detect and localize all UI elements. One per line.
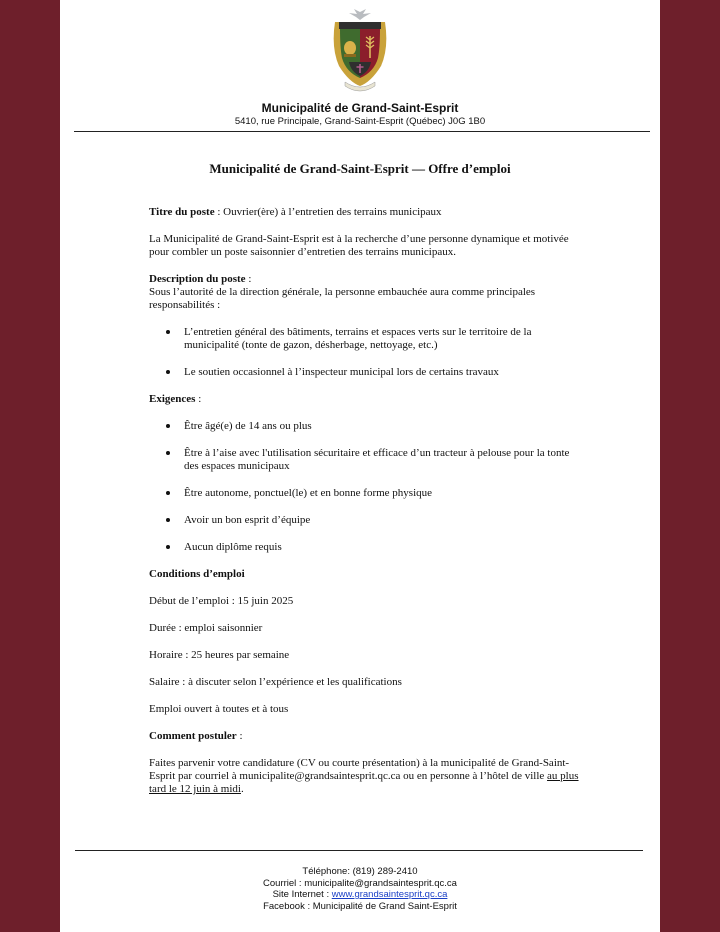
page-title: Municipalité de Grand-Saint-Esprit — Offre d’emploi (209, 161, 511, 176)
apply-deadline: au plus tard le 12 juin à midi (149, 770, 579, 795)
municipality-name: Municipalité de Grand-Saint-Esprit (261, 101, 459, 115)
conditions-heading-line (149, 568, 581, 581)
description-heading: Description du poste (149, 273, 246, 285)
requirements-list (149, 420, 581, 554)
footer-divider (75, 850, 643, 851)
requirements-heading-line: Exigences : (149, 393, 202, 405)
list-item: Le soutien occasionnel à l’inspecteur municipal lors de certains travaux (149, 366, 581, 379)
municipal-crest-icon (321, 8, 399, 94)
condition-item: Emploi ouvert à toutes et à tous (149, 703, 289, 715)
description-section: Description du poste : Sous l’autorité de la direction générale, la personne embauchée aura comme principales responsabilités : (149, 273, 581, 312)
footer-phone: Téléphone: (819) 289-2410 (302, 866, 418, 877)
apply-paragraph: Faites parvenir votre candidature (CV ou courte présentation) à la municipalité de Grand-Saint-Esprit par courriel à municipalite@grandsaintesprit.qc.ca ou en personne à l’hôtel de ville au plus tard le 12 juin à midi. (149, 757, 579, 795)
intro-paragraph: La Municipalité de Grand-Saint-Esprit est à la recherche d’une personne dynamique et motivée pour combler un poste saisonnier d’entretien des terrains municipaux. (149, 233, 569, 258)
description-list (149, 326, 581, 379)
apply-heading-line: Comment postuler : (149, 730, 243, 742)
job-title-line: Titre du poste : Ouvrier(ère) à l’entretien des terrains municipaux (149, 206, 442, 218)
condition-item: Horaire : 25 heures par semaine (149, 649, 290, 661)
job-title-label: Titre du poste (149, 206, 215, 218)
footer-facebook: Facebook : Municipalité de Grand Saint-Esprit (263, 900, 457, 912)
document-page (60, 0, 660, 932)
list-item: Être à l’aise avec l'utilisation sécuritaire et efficace d’un tracteur à pelouse pour la tonte des espaces municipaux (149, 447, 581, 473)
description-text: Sous l’autorité de la direction générale, la personne embauchée aura comme principales responsabilités : (149, 286, 536, 311)
list-item: Être âgé(e) de 14 ans ou plus (149, 420, 581, 433)
condition-item: Salaire : à discuter selon l’expérience et les qualifications (149, 676, 402, 688)
list-item: Aucun diplôme requis (149, 541, 581, 554)
job-title-value: Ouvrier(ère) à l’entretien des terrains municipaux (223, 206, 442, 218)
apply-heading: Comment postuler (149, 730, 237, 742)
conditions-heading: Conditions d’emploi (149, 568, 245, 580)
list-item: L’entretien général des bâtiments, terrains et espaces verts sur le territoire de la municipalité (tonte de gazon, désherbage, nettoyage, etc.) (149, 326, 581, 352)
condition-item: Durée : emploi saisonnier (149, 622, 263, 634)
header-divider (74, 131, 650, 132)
footer-website: Site Internet : www.grandsaintesprit.qc.ca (272, 889, 448, 900)
list-item: Avoir un bon esprit d’équipe (149, 514, 581, 527)
list-item: Être autonome, ponctuel(le) et en bonne forme physique (149, 487, 581, 500)
footer-email: Courriel : municipalite@grandsaintesprit.qc.ca (263, 877, 457, 889)
requirements-heading: Exigences (149, 393, 196, 405)
job-posting-body (149, 206, 581, 810)
condition-item: Début de l’emploi : 15 juin 2025 (149, 595, 294, 607)
website-link[interactable]: www.grandsaintesprit.qc.ca (331, 889, 448, 900)
municipality-address: 5410, rue Principale, Grand-Saint-Esprit (Québec) J0G 1B0 (234, 116, 486, 127)
footer-contact (60, 866, 660, 912)
